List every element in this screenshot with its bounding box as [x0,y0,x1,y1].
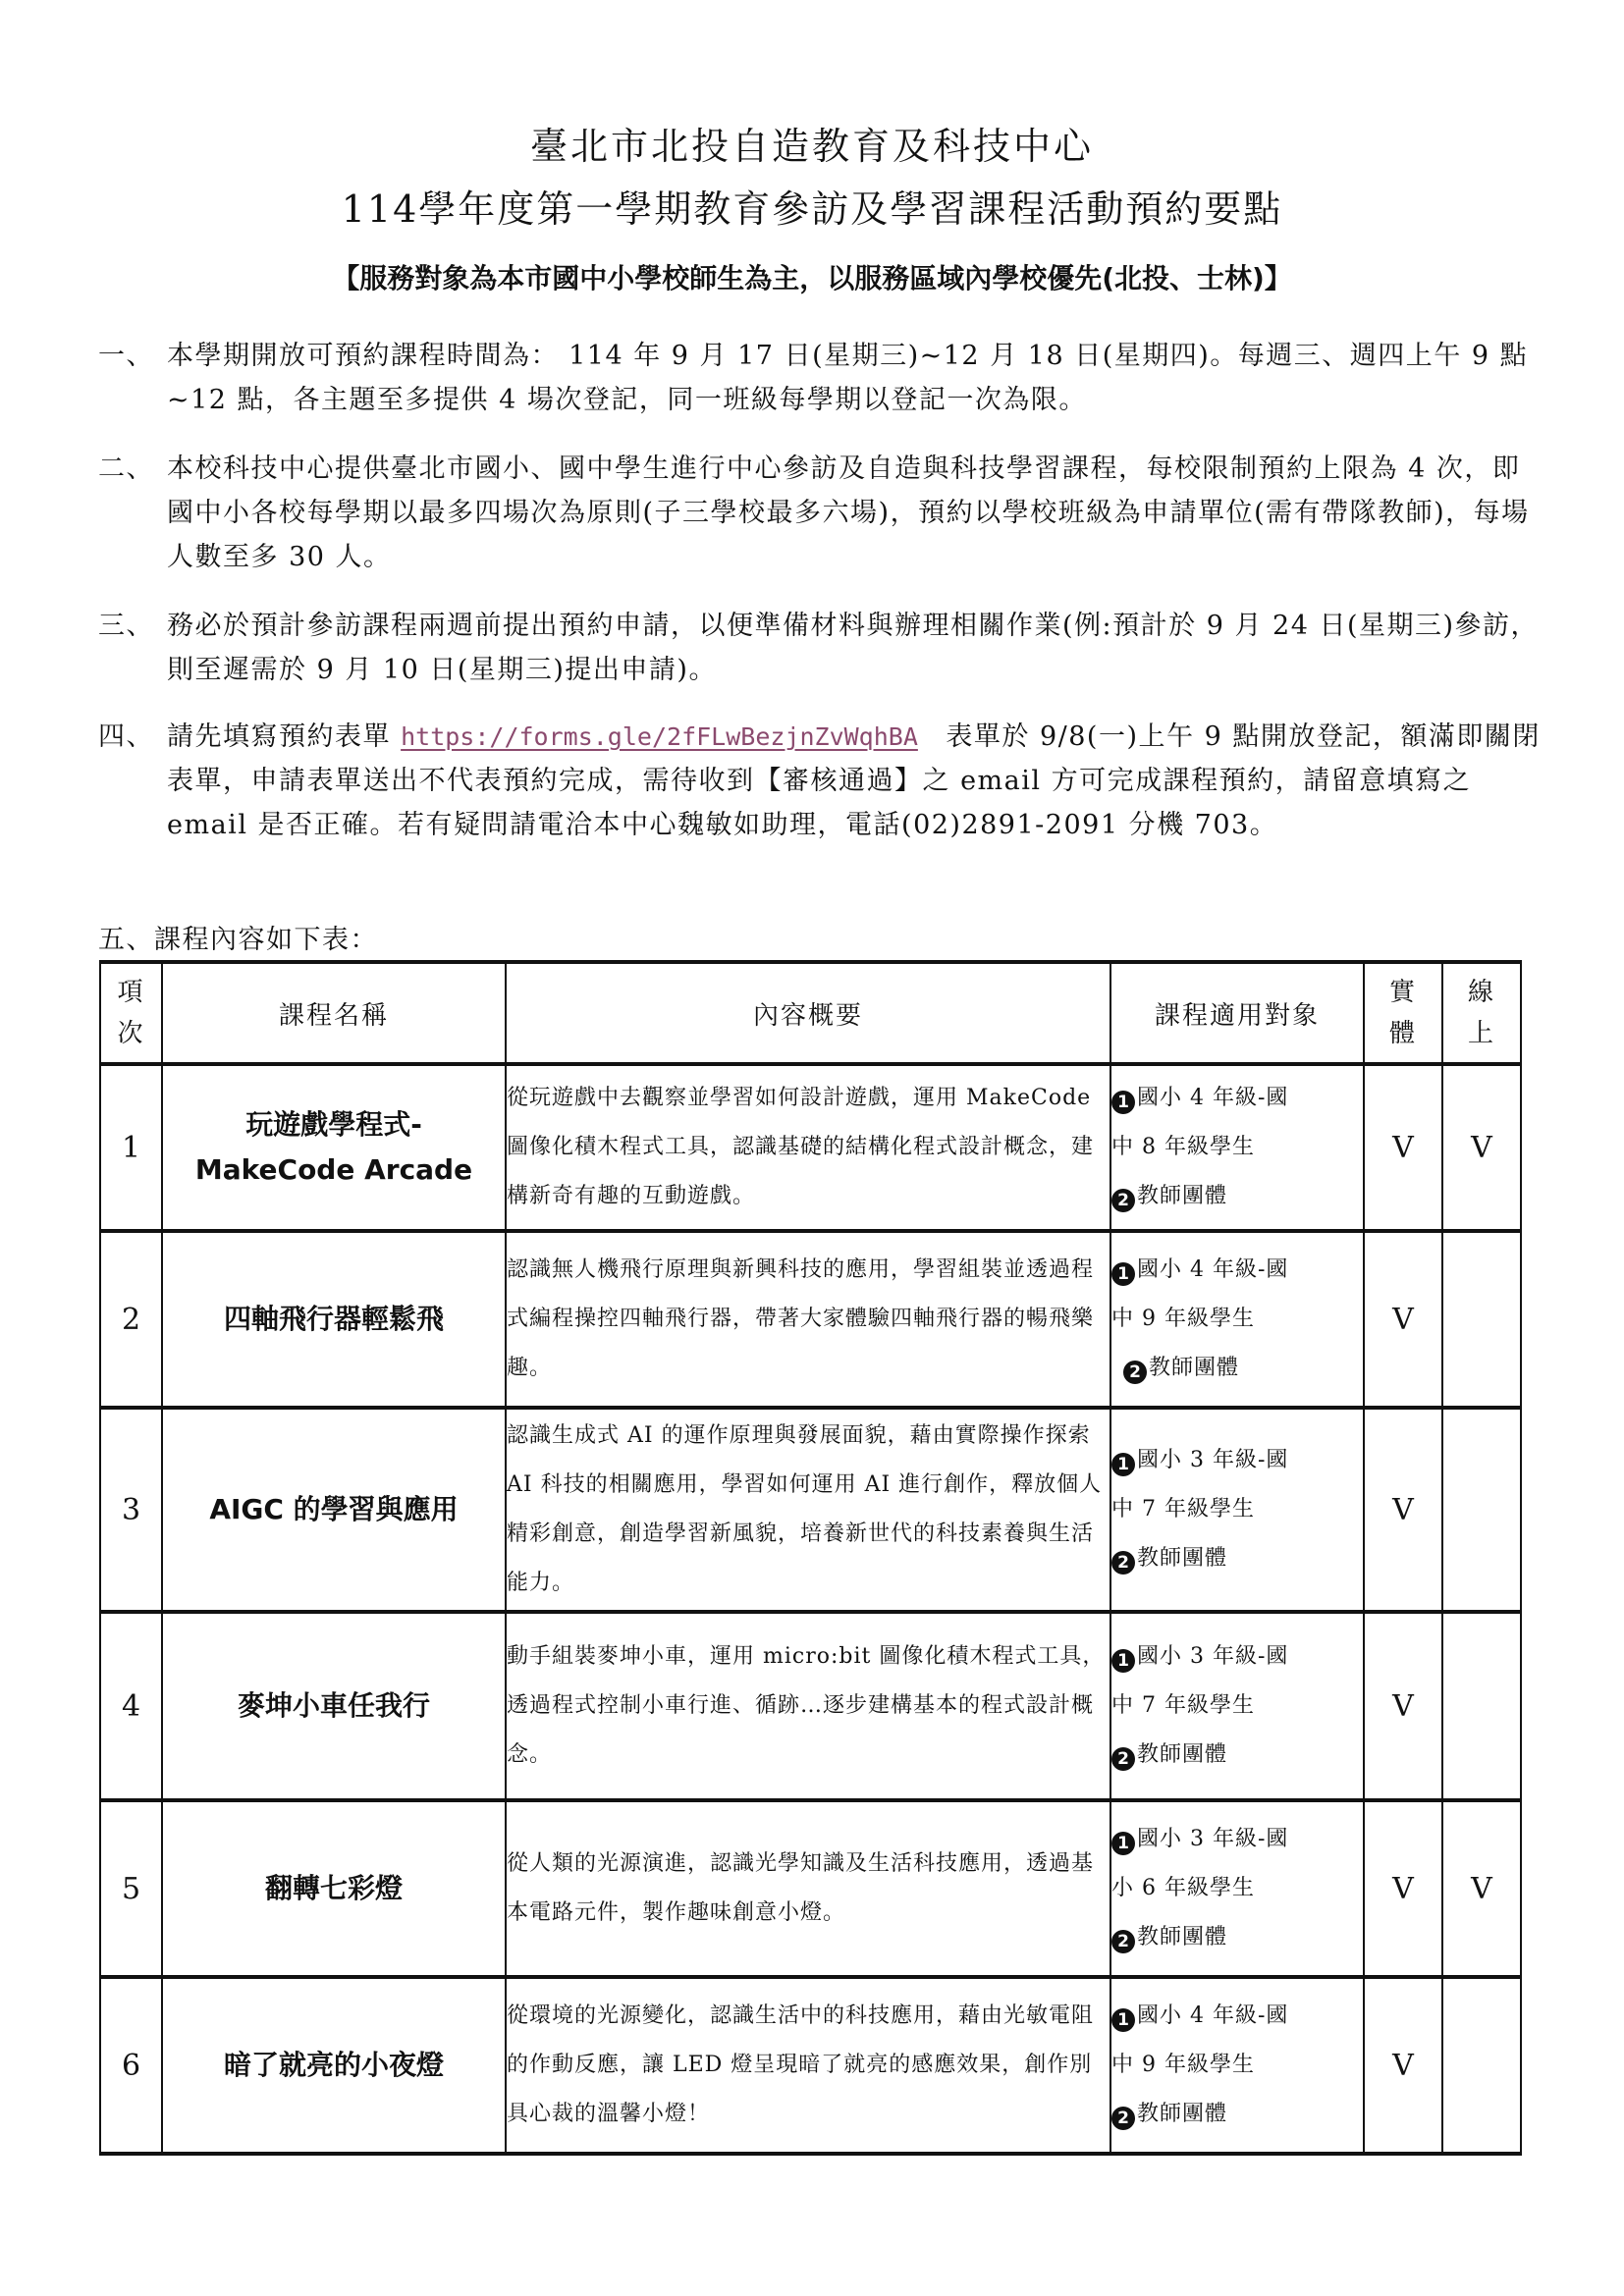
col-header-online-line2: 上 [1467,1019,1495,1048]
course-table-heading: 五、課程內容如下表： [98,925,378,955]
course-number: 3 [100,1408,162,1612]
target-students-b: 中 9 年級學生 [1111,2053,1255,2077]
rule-number: 二、 [98,454,154,484]
course-name-line2: MakeCode Arcade [194,1153,473,1186]
target-students-b: 中 7 年級學生 [1111,1497,1255,1522]
table-row [100,1408,1521,1612]
course-target [1110,1612,1364,1800]
rule-text: 本學期開放可預約課程時間為： 114 年 9 月 17 日(星期三)~12 月 18 日(星期四)。每週三、週四上午 9 點~12 點，各主題至多提供 4 場次登記，同一班級每學期以登記一次為限。 [167,341,1529,415]
course-name [162,1612,506,1800]
number-badge-1-icon: 1 [1111,2008,1135,2032]
rule-item-2 [98,447,1542,579]
document-subtitle: 【服務對象為本市國中小學校師生為主，以服務區域內學校優先(北投、士林)】 [332,262,1292,294]
course-name [162,1977,506,2154]
target-students-a: 國小 4 年級-國 [1137,2003,1289,2028]
course-number: 5 [100,1800,162,1977]
col-header-physical-line1: 實 [1388,978,1417,1007]
number-badge-1-icon: 1 [1111,1091,1135,1114]
table-row [100,1612,1521,1800]
number-badge-2-icon: 2 [1111,1747,1135,1771]
table-row [100,1231,1521,1408]
rule-item-4 [98,715,1542,847]
target-students-a: 國小 3 年級-國 [1137,1827,1289,1851]
course-name-line1: 玩遊戲學程式- [245,1108,422,1141]
course-description: 從玩遊戲中去觀察並學習如何設計遊戲，運用 MakeCode 圖像化積木程式工具，認識基礎的結構化程式設計概念，建構新奇有趣的互動遊戲。 [506,1064,1110,1231]
course-name-line1: 翻轉七彩燈 [264,1872,403,1904]
physical-mark: V [1364,1064,1442,1231]
course-table [99,960,1522,2156]
rule-number: 四、 [98,721,154,752]
target-students-a: 國小 4 年級-國 [1137,1257,1289,1282]
target-students-a: 國小 4 年級-國 [1137,1086,1289,1110]
course-name-line1: 四軸飛行器輕鬆飛 [223,1303,444,1335]
rule-number: 一、 [98,341,154,371]
col-header-physical [1364,962,1442,1064]
number-badge-2-icon: 2 [1123,1361,1147,1384]
document-title-main: 114學年度第一學期教育參訪及學習課程活動預約要點 [341,187,1283,231]
table-row [100,1064,1521,1231]
col-header-no-line1: 項 [117,978,145,1007]
physical-mark: V [1364,1800,1442,1977]
rule-text-after-link: 表單於 9/8(一)上午 9 點開放登記，額滿即關閉表單，申請表單送出不代表預約完成，需待收到【審核通過】之 email 方可完成課程預約，請留意填寫之 email 是否正確。若有疑問請電洽本中心魏敏如助理，電話(02)2891-2091 分機 703。 [167,721,1541,840]
col-header-target: 課程適用對象 [1110,962,1364,1064]
rule-item-1 [98,334,1542,422]
col-header-no [100,962,162,1064]
course-number: 1 [100,1064,162,1231]
rule-item-3 [98,604,1542,692]
number-badge-1-icon: 1 [1111,1262,1135,1286]
physical-mark: V [1364,1408,1442,1612]
target-students-b: 中 8 年級學生 [1111,1135,1255,1159]
number-badge-2-icon: 2 [1111,1930,1135,1953]
target-students-b: 中 7 年級學生 [1111,1693,1255,1718]
number-badge-1-icon: 1 [1111,1649,1135,1673]
table-header-row [100,962,1521,1064]
course-description: 認識生成式 AI 的運作原理與發展面貌，藉由實際操作探索 AI 科技的相關應用，學習如何運用 AI 進行創作，釋放個人精彩創意，創造學習新風貌，培養新世代的科技素養與生活能力。 [506,1408,1110,1612]
course-description: 從人類的光源演進，認識光學知識及生活科技應用，透過基本電路元件，製作趣味創意小燈。 [506,1800,1110,1977]
course-name [162,1408,506,1612]
course-target [1110,1977,1364,2154]
course-target [1110,1231,1364,1408]
target-teachers: 教師團體 [1137,1184,1228,1208]
course-number: 2 [100,1231,162,1408]
online-mark [1442,1408,1521,1612]
col-header-physical-line2: 體 [1388,1019,1417,1048]
table-row [100,1977,1521,2154]
course-name [162,1800,506,1977]
target-teachers: 教師團體 [1137,1742,1228,1767]
target-teachers: 教師團體 [1149,1356,1240,1380]
course-name-line1: 麥坤小車任我行 [237,1689,430,1722]
course-name [162,1064,506,1231]
number-badge-1-icon: 1 [1111,1832,1135,1855]
online-mark [1442,1231,1521,1408]
table-row [100,1800,1521,1977]
course-description: 認識無人機飛行原理與新興科技的應用，學習組裝並透過程式編程操控四軸飛行器，帶著大家體驗四軸飛行器的暢飛樂趣。 [506,1231,1110,1408]
rule-text [167,715,1542,847]
number-badge-1-icon: 1 [1111,1453,1135,1476]
rule-text: 務必於預計參訪課程兩週前提出預約申請，以便準備材料與辦理相關作業(例:預計於 9 月 24 日(星期三)參訪，則至遲需於 9 月 10 日(星期三)提出申請)。 [167,611,1540,685]
target-students-a: 國小 3 年級-國 [1137,1644,1289,1669]
target-students-b: 中 9 年級學生 [1111,1307,1255,1331]
course-name-line1: 暗了就亮的小夜燈 [223,2049,444,2081]
target-teachers: 教師團體 [1137,2102,1228,2126]
course-target [1110,1064,1364,1231]
rule-text: 本校科技中心提供臺北市國小、國中學生進行中心參訪及自造與科技學習課程，每校限制預約上限為 4 次，即國中小各校每學期以最多四場次為原則(子三學校最多六場)，預約以學校班級為申請單位(需有帶隊教師)，每場人數至多 30 人。 [167,454,1530,572]
number-badge-2-icon: 2 [1111,1551,1135,1575]
number-badge-2-icon: 2 [1111,1189,1135,1212]
col-header-name: 課程名稱 [162,962,506,1064]
booking-form-link[interactable]: https://forms.gle/2fFLwBezjnZvWqhBA [401,722,918,751]
course-target [1110,1408,1364,1612]
number-badge-2-icon: 2 [1111,2107,1135,2130]
target-teachers: 教師團體 [1137,1925,1228,1949]
rule-number: 三、 [98,611,154,641]
course-target [1110,1800,1364,1977]
physical-mark: V [1364,1612,1442,1800]
course-number: 4 [100,1612,162,1800]
course-description: 動手組裝麥坤小車，運用 micro:bit 圖像化積木程式工具，透過程式控制小車行進、循跡…逐步建構基本的程式設計概念。 [506,1612,1110,1800]
course-number: 6 [100,1977,162,2154]
target-students-a: 國小 3 年級-國 [1137,1448,1289,1472]
col-header-online-line1: 線 [1467,978,1495,1007]
online-mark [1442,1612,1521,1800]
target-teachers: 教師團體 [1137,1546,1228,1571]
course-description: 從環境的光源變化，認識生活中的科技應用，藉由光敏電阻的作動反應，讓 LED 燈呈現暗了就亮的感應效果，創作別具心裁的溫馨小燈！ [506,1977,1110,2154]
online-mark: V [1442,1064,1521,1231]
physical-mark: V [1364,1231,1442,1408]
target-students-b: 小 6 年級學生 [1111,1876,1255,1900]
rule-text-before-link: 請先填寫預約表單 [167,721,391,752]
document-title-org: 臺北市北投自造教育及科技中心 [529,125,1094,168]
course-name [162,1231,506,1408]
col-header-no-line2: 次 [117,1019,145,1048]
online-mark [1442,1977,1521,2154]
online-mark: V [1442,1800,1521,1977]
physical-mark: V [1364,1977,1442,2154]
col-header-online [1442,962,1521,1064]
col-header-desc: 內容概要 [506,962,1110,1064]
course-name-line1: AIGC 的學習與應用 [209,1493,459,1525]
